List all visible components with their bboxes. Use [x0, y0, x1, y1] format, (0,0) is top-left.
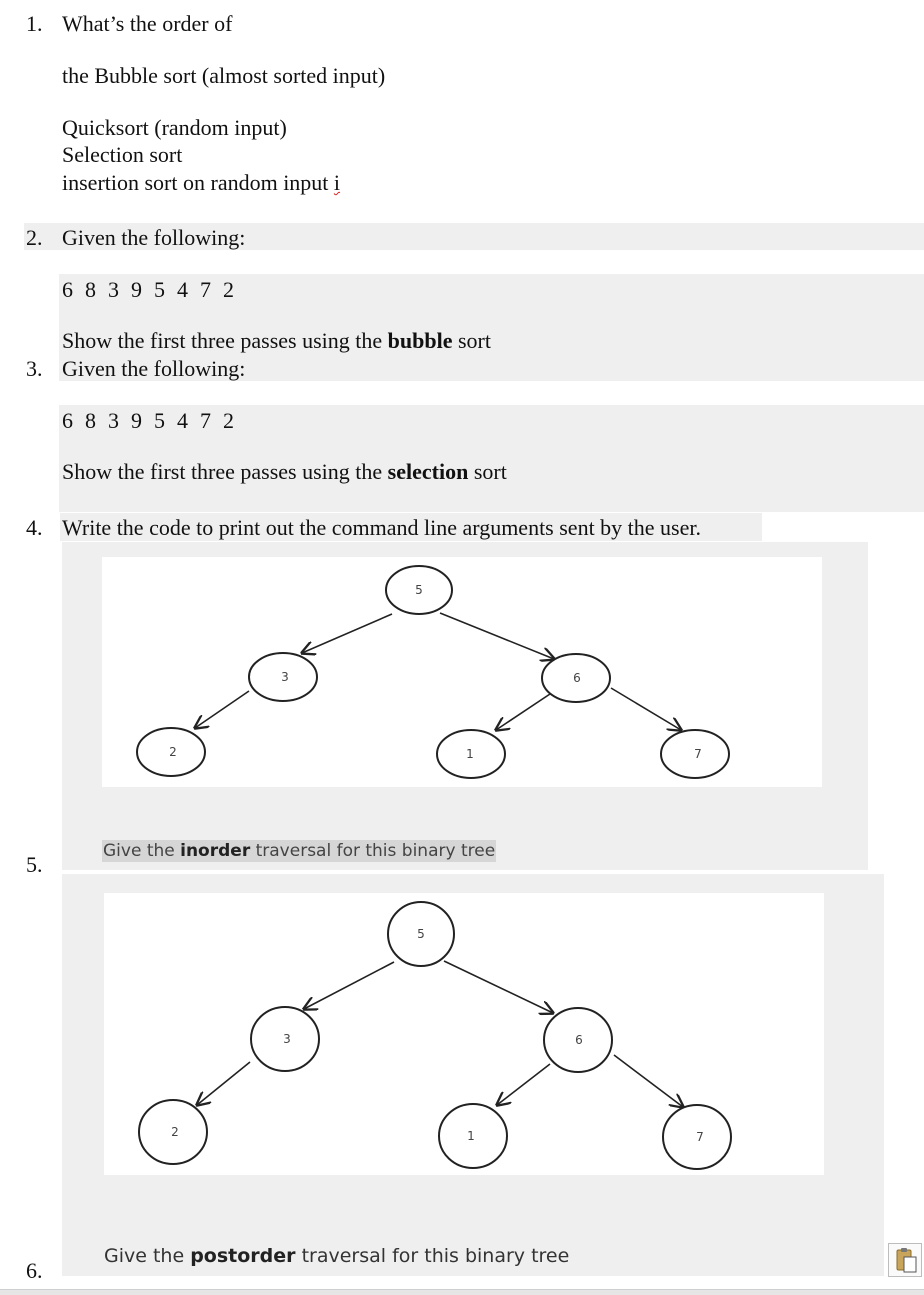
svg-text:3: 3	[283, 1032, 291, 1046]
edge-6-7	[614, 1055, 683, 1107]
tree-node	[663, 1105, 731, 1169]
edge-6-1	[497, 1064, 550, 1105]
page-bottom-edge	[0, 1289, 924, 1295]
q2-number-list: 6 8 3 9 5 4 7 2	[62, 277, 234, 302]
tree-node	[139, 1100, 207, 1164]
edge-6-7	[611, 688, 681, 730]
q5-number: 5.	[26, 852, 43, 877]
edge-5-3	[304, 962, 394, 1009]
q2-prompt: Given the following:	[62, 225, 246, 250]
q6-number: 6.	[26, 1258, 43, 1283]
svg-text:6: 6	[575, 1033, 583, 1047]
q2-instruction: Show the first three passes using the bubble sort	[62, 328, 491, 353]
svg-text:1: 1	[467, 1129, 475, 1143]
q3-prompt: Given the following:	[62, 356, 246, 381]
tree-node	[137, 728, 205, 776]
edge-5-3	[302, 614, 392, 653]
tree-node	[437, 730, 505, 778]
spelling-error-mark: i	[333, 170, 341, 195]
tree-node	[388, 902, 454, 966]
q1-item-bubble: the Bubble sort (almost sorted input)	[62, 63, 386, 88]
q1-item-selection: Selection sort	[62, 142, 183, 167]
q1-item-quicksort: Quicksort (random input)	[62, 115, 287, 140]
q1-prompt: What’s the order of	[62, 11, 233, 36]
paste-options-icon[interactable]	[888, 1243, 922, 1277]
tree-node	[249, 653, 317, 701]
q6-caption: Give the postorder traversal for this binary tree	[104, 1245, 570, 1267]
svg-text:2: 2	[171, 1125, 179, 1139]
edge-3-2	[195, 691, 249, 728]
q6-tree-image	[104, 893, 824, 1175]
q5-caption: Give the inorder traversal for this binary tree	[103, 841, 496, 861]
tree-node	[661, 730, 729, 778]
svg-text:2: 2	[169, 745, 177, 759]
svg-text:5: 5	[417, 927, 425, 941]
edge-5-6	[444, 961, 553, 1013]
edge-5-6	[440, 613, 554, 659]
q4-number: 4.	[26, 515, 43, 540]
tree-node	[544, 1008, 612, 1072]
edge-3-2	[197, 1062, 250, 1105]
svg-text:5: 5	[415, 583, 423, 597]
q3-instruction: Show the first three passes using the selection sort	[62, 459, 507, 484]
q3-number-list: 6 8 3 9 5 4 7 2	[62, 408, 234, 433]
svg-text:7: 7	[694, 747, 702, 761]
q1-number: 1.	[26, 11, 43, 36]
q1-item-insertion-text: insertion sort on random input	[62, 170, 329, 195]
q3-number: 3.	[26, 356, 43, 381]
edge-6-1	[496, 694, 550, 730]
q5-tree-image	[102, 557, 822, 787]
tree-node	[542, 654, 610, 702]
q1-item-insertion	[62, 170, 340, 196]
tree-node	[439, 1104, 507, 1168]
tree-node	[251, 1007, 319, 1071]
svg-text:7: 7	[696, 1130, 704, 1144]
svg-text:3: 3	[281, 670, 289, 684]
q2-number: 2.	[26, 225, 43, 250]
svg-text:6: 6	[573, 671, 581, 685]
tree-node	[386, 566, 452, 614]
svg-text:1: 1	[466, 747, 474, 761]
q4-prompt: Write the code to print out the command line arguments sent by the user.	[62, 515, 701, 540]
